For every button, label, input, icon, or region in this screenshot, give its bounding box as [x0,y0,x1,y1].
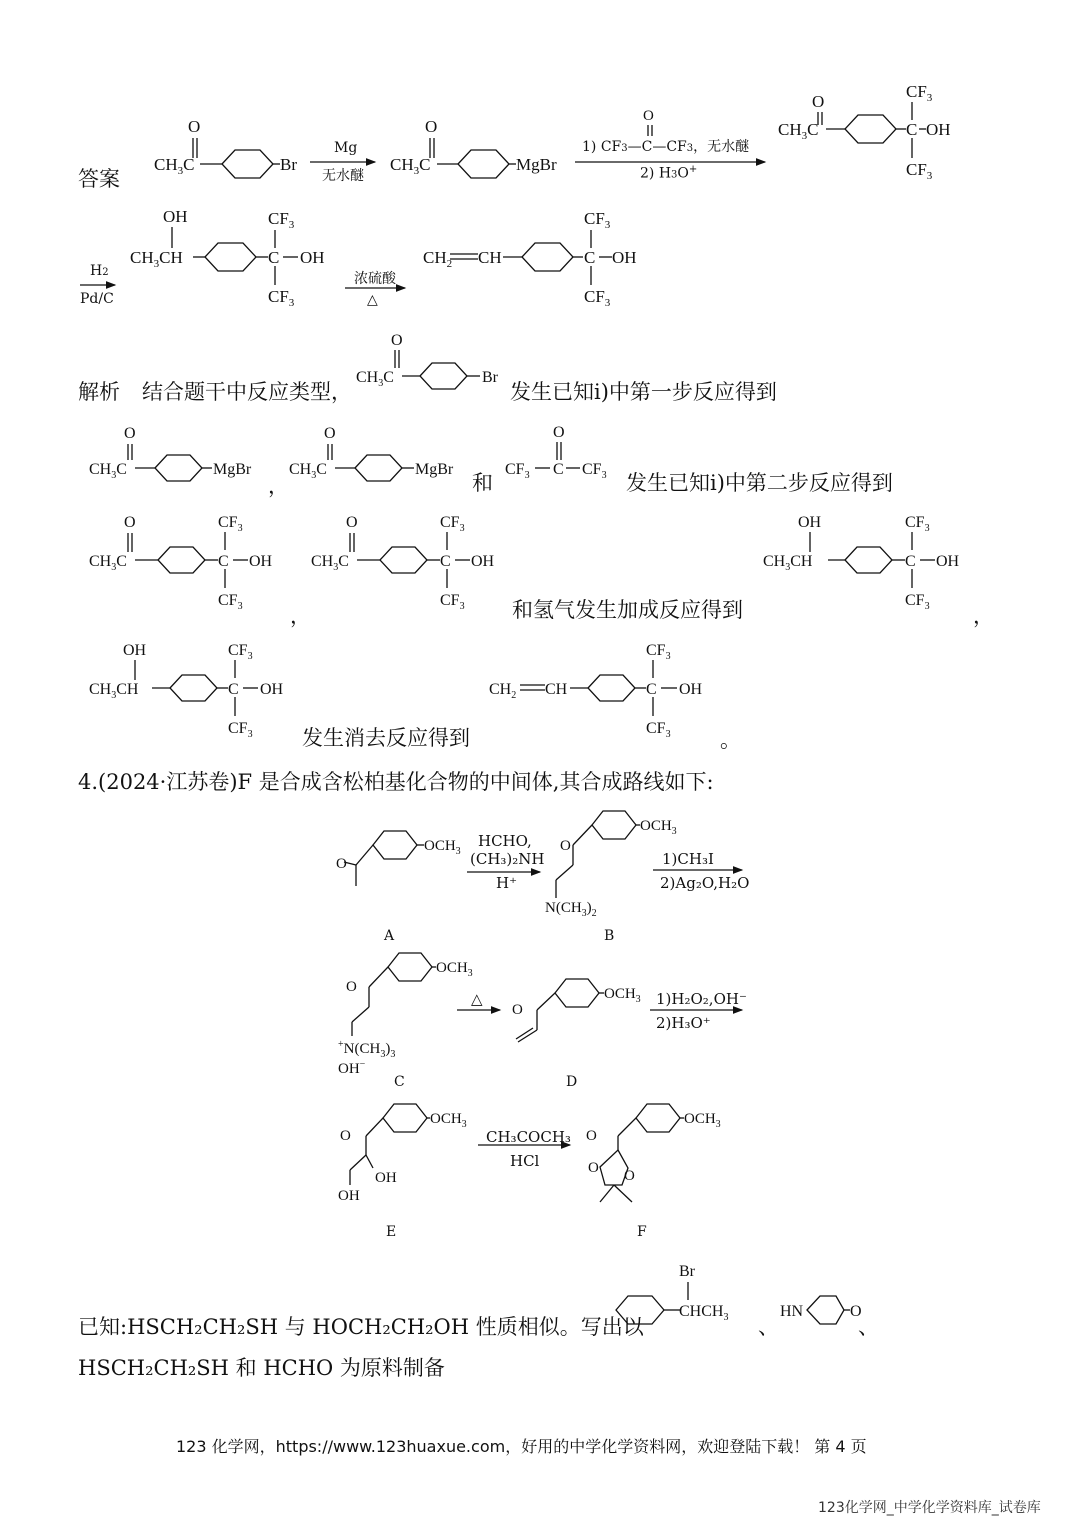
q4-title: 4.(2024·江苏卷)F 是合成含松柏基化合物的中间体,其合成路线如下: [78,770,714,794]
svg-text:CH: CH [545,681,568,698]
analysis-t3: ， [268,474,289,498]
r4-bottom: △ [367,292,378,308]
svg-text:O: O [391,332,403,349]
svg-text:CF3: $CF_3$ [906,160,933,182]
known-sep1: 、 [758,1315,779,1339]
svg-text:CF3: $CF_3$ [440,514,465,534]
svg-text:CH3C: $CH_3C$ [778,120,819,142]
svg-text:C: C [228,681,239,698]
label-A: A [384,928,395,944]
svg-text:O: O [346,514,358,531]
svg-text:CF3: $CF_3$ [646,720,671,740]
svg-text:CF3: $CF_3$ [218,592,243,612]
rBC-l2: 2)Ag₂O,H₂O [660,874,750,892]
svg-text:OH: OH [123,642,147,659]
r1-bottom: 无水醚 [322,168,364,184]
svg-text:O: O [124,514,136,531]
svg-text:OH: OH [375,1170,397,1186]
svg-text:CF3: $CF_3$ [582,461,607,481]
svg-text:CF3: $CF_3$ [584,287,611,309]
svg-text:CH3C: $CH_3C$ [154,155,195,177]
svg-text:Br: Br [482,369,498,386]
svg-text:OH: OH [679,681,703,698]
svg-text:MgBr: MgBr [415,461,454,478]
svg-text:HN: HN [780,1303,804,1320]
label-C: C [394,1074,405,1090]
svg-text:OCH3: $OCH_3$ [430,1111,467,1130]
svg-text:CF3: $CF_3$ [440,592,465,612]
svg-text:CH3C: $CH_3C$ [89,553,127,573]
analysis-t10: 。 [720,728,741,752]
svg-text:CF3: $CF_3$ [228,720,253,740]
svg-text:C: C [553,461,564,478]
svg-text:O: O [586,1128,597,1144]
answer-scheme [0,70,1075,320]
svg-text:CF3: $CF_3$ [268,287,295,309]
svg-text:C: C [906,120,918,139]
svg-text:+N(CH3)3: $^+N(CH_3)_3$ [338,1039,396,1060]
rEF-l1: CH₃COCH₃ [486,1128,571,1146]
analysis-structures [0,320,1075,750]
svg-text:O: O [553,424,565,441]
page-footer: 123 化学网，https://www.123huaxue.com，好用的中学化学资料网，欢迎登陆下载！ 第 4 页 [176,1437,867,1456]
analysis-t2: 发生已知ⅰ)中第一步反应得到 [510,380,777,404]
watermark: 123化学网_中学化学资料库_试卷库 [818,1500,1041,1516]
svg-text:C: C [440,553,451,570]
known-a: 已知:HSCH₂CH₂SH 与 HOCH₂CH₂OH 性质相似。写出以 [78,1315,644,1339]
r3-top: H2 [90,263,109,279]
svg-text:O: O [812,92,825,111]
r2-bottom: 2) H3O+ [640,164,698,182]
svg-text:OCH3: $OCH_3$ [684,1111,721,1130]
rAB-l1: HCHO, [478,832,532,850]
svg-text:CF3: $CF_3$ [505,461,530,481]
svg-text:CF3: $CF_3$ [228,642,253,662]
svg-text:CF3: $CF_3$ [584,209,611,231]
svg-text:OCH3: $OCH_3$ [640,818,677,837]
svg-text:OH: OH [163,207,188,226]
svg-text:O: O [643,108,654,124]
svg-text:C: C [268,248,280,267]
rDE-l2: 2)H₃O⁺ [656,1014,711,1032]
svg-text:CH3C: $CH_3C$ [356,369,394,389]
known-b: HSCH₂CH₂SH 和 HCHO 为原料制备 [78,1356,445,1380]
svg-text:CF3: $CF_3$ [905,514,930,534]
known-structures [600,1256,900,1346]
svg-text:MgBr: MgBr [213,461,252,478]
svg-text:CH3C: $CH_3C$ [390,155,431,177]
svg-text:OCH3: $OCH_3$ [436,960,473,979]
svg-text:CH3C: $CH_3C$ [289,461,327,481]
svg-text:OH: OH [926,120,951,139]
svg-text:CF3: $CF_3$ [268,209,295,231]
r3-bottom: Pd/C [80,291,114,307]
svg-text:OH: OH [338,1188,360,1204]
label-F: F [637,1224,647,1240]
svg-text:O: O [324,425,336,442]
svg-text:O: O [346,979,357,995]
svg-text:OH: OH [936,553,960,570]
r1-top: Mg [334,140,358,156]
svg-text:O: O [588,1160,599,1176]
analysis-t8: ， [973,604,994,628]
svg-text:Br: Br [679,1263,695,1280]
svg-text:C: C [218,553,229,570]
rBC-l1: 1)CH₃I [662,850,714,868]
svg-text:CF3: $CF_3$ [218,514,243,534]
analysis-t1: 结合题干中反应类型， [142,380,352,404]
svg-text:OCH3: $OCH_3$ [424,838,461,857]
svg-text:O: O [340,1128,351,1144]
analysis-t4: 和 [472,471,493,495]
r4-top: 浓硫酸 [354,271,396,287]
svg-text:CH3CH: $CH_3CH$ [89,681,139,701]
svg-text:OH: OH [612,248,637,267]
svg-text:CHCH3: $CHCH_3$ [679,1303,729,1323]
svg-text:OH: OH [300,248,325,267]
svg-text:C: C [905,553,916,570]
svg-text:CH3CH: $CH_3CH$ [130,248,183,270]
label-B: B [604,928,615,944]
svg-text:OH: OH [798,514,822,531]
known-sep2: 、 [858,1315,879,1339]
svg-text:OH−: OH− [338,1059,366,1077]
svg-text:Br: Br [280,155,297,174]
svg-text:CH3CH: $CH_3CH$ [763,553,813,573]
analysis-t9: 发生消去反应得到 [302,726,470,750]
r2-top: 1) CF3—C—CF3，无水醚 [582,139,750,155]
label-D: D [566,1074,578,1090]
svg-text:CF3: $CF_3$ [905,592,930,612]
svg-text:CH3C: $CH_3C$ [311,553,349,573]
svg-text:O: O [850,1303,862,1320]
analysis-label: 解析 [78,380,120,404]
svg-text:C: C [646,681,657,698]
rAB-l3: H⁺ [496,874,517,892]
svg-text:O: O [124,425,136,442]
svg-text:O: O [188,117,201,136]
analysis-t7: 和氢气发生加成反应得到 [512,598,743,622]
svg-text:MgBr: MgBr [516,155,557,174]
svg-text:OCH3: $OCH_3$ [604,986,641,1005]
svg-text:N(CH3)2: $N(CH_3)_2$ [545,900,597,919]
svg-text:CF3: $CF_3$ [906,82,933,104]
svg-text:OH: OH [260,681,284,698]
svg-text:OH: OH [471,553,495,570]
svg-text:CH2: $CH_2$ [423,248,453,270]
svg-text:OH: OH [249,553,273,570]
svg-text:O: O [512,1002,523,1018]
svg-text:CH3C: $CH_3C$ [89,461,127,481]
svg-text:CF3: $CF_3$ [646,642,671,662]
rAB-l2: (CH₃)₂NH [470,850,545,868]
rEF-l2: HCl [510,1152,540,1170]
svg-text:O: O [336,856,347,872]
answer-label: 答案 [78,167,120,191]
analysis-t5: 发生已知ⅰ)中第二步反应得到 [626,471,893,495]
analysis-t6: ， [290,604,311,628]
svg-text:O: O [560,838,571,854]
svg-text:O: O [425,117,438,136]
rCD-l1: △ [471,990,483,1008]
svg-text:CH2: $CH_2$ [489,681,517,701]
label-E: E [386,1224,397,1240]
svg-text:CH: CH [478,248,502,267]
rDE-l1: 1)H₂O₂,OH⁻ [656,990,747,1008]
svg-text:O: O [624,1168,635,1184]
svg-text:C: C [584,248,596,267]
